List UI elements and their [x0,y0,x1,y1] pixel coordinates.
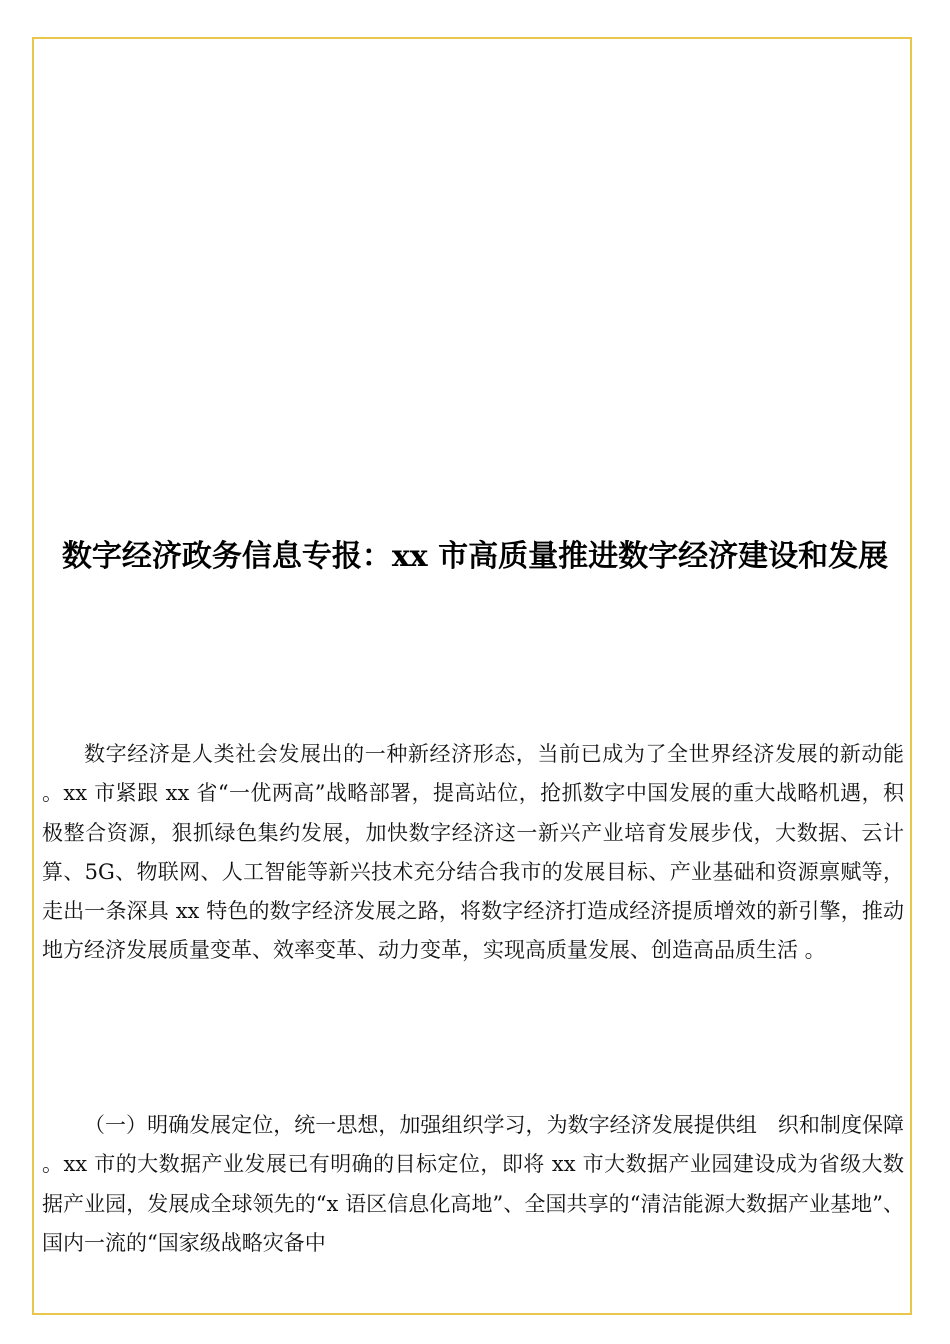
paragraph-intro: 数字经济是人类社会发展出的一种新经济形态，当前已成为了全世界经济发展的新动能 。xx 市紧跟 xx 省“一优两高”战略部署，提高站位，抢抓数字中国发展的重大战略机遇，积极整合资源，狠抓绿色集约发展，加快数字经济这一新兴产业培育发展步伐，大数据、云计算、5G、物联网、人工智能等新兴技术充分结合我市的发展目标、产业基础和资源禀赋等，走出一条深具 xx 特色的数字经济发展之路，将数字经济打造成经济提质增效的新引擎，推动地方经济发展质量变革、效率变革、动力变革，实现高质量发展、创造高品质生活 。 [42,742,904,963]
document-title: 数字经济政务信息专报：xx 市高质量推进数字经济建设和发展 [61,539,889,574]
paragraph-section-1: （一）明确发展定位，统一思想，加强组织学习，为数字经济发展提供组 织和制度保障 。xx 市的大数据产业发展已有明确的目标定位，即将 xx 市大数据产业园建设成为省级大数据产业园，发展成全球领先的“x 语区信息化高地”、全国共享的“清洁能源大数据产业基地”、国内一流的“国家级战略灾备中 [42,1113,904,1255]
